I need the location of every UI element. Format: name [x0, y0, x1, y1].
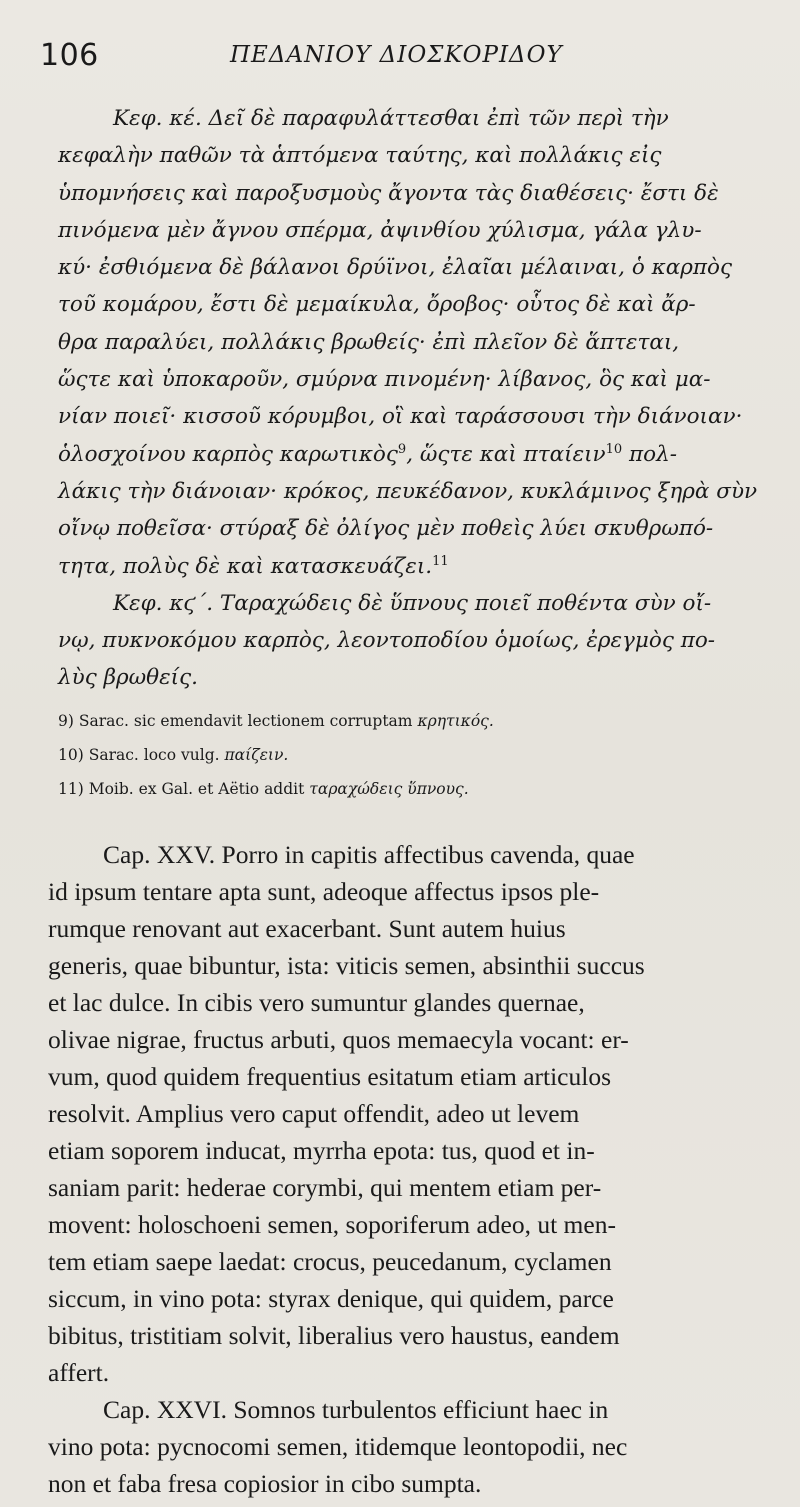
greek-segment: , ὥςτε καὶ πταίειν: [406, 441, 606, 467]
greek-text-block: [58, 100, 768, 697]
latin-line: etiam soporem inducat, myrrha epota: tus, quod et in-: [48, 1136, 595, 1165]
footnote-marker: 9: [397, 441, 407, 457]
latin-line: id ipsum tentare apta sunt, adeoque affectus ipsos ple-: [48, 877, 600, 906]
footnote-number: 9): [58, 712, 74, 730]
footnote: [58, 772, 758, 806]
latin-line: vino pota: pycnocomi semen, itidemque leontopodii, nec: [48, 1432, 628, 1461]
greek-line: οἴνῳ ποθεῖσα· στύραξ δὲ ὀλίγος μὲν ποθεὶς λύει σκυθρωπό-: [58, 516, 714, 542]
latin-line: affert.: [48, 1358, 110, 1387]
footnote-marker: 11: [432, 553, 449, 569]
greek-line: τοῦ κομάρου, ἔστι δὲ μεμαίκυλα, ὄροβος· οὗτος δὲ καὶ ἄρ-: [58, 292, 696, 318]
latin-line: tem etiam saepe laedat: crocus, peucedanum, cyclamen: [48, 1247, 612, 1276]
greek-line: θρα παραλύει, πολλάκις βρωθείς· ἐπὶ πλεῖον δὲ ἅπτεται,: [58, 329, 680, 355]
latin-line: generis, quae bibuntur, ista: viticis semen, absinthii succus: [48, 951, 645, 980]
greek-line: κύ· ἐσθιόμενα δὲ βάλανοι δρύϊνοι, ἐλαῖαι μέλαιναι, ὁ καρπὸς: [58, 255, 733, 281]
latin-line: vum, quod quidem frequentius esitatum etiam articulos: [48, 1062, 612, 1091]
greek-line: ὑπομνήσεις καὶ παροξυσμοὺς ἄγοντα τὰς διαθέσεις· ἔστι δὲ: [58, 180, 719, 206]
greek-line: ὥςτε καὶ ὑποκαροῦν, σμύρνα πινομένη· λίβανος, ὃς καὶ μα-: [58, 367, 711, 393]
greek-line: πινόμενα μὲν ἄγνου σπέρμα, ἀψινθίου χύλισμα, γάλα γλυ-: [58, 217, 702, 243]
latin-text-block: [48, 836, 768, 1502]
latin-line: siccum, in vino pota: styrax denique, qui quidem, parce: [48, 1284, 614, 1313]
latin-line: saniam parit: hederae corymbi, qui mentem etiam per-: [48, 1173, 602, 1202]
greek-line: [58, 436, 768, 473]
footnote-text: Moib. ex Gal. et Aëtio addit: [88, 780, 305, 798]
footnote: [58, 738, 758, 772]
latin-line: olivae nigrae, fructus arbuti, quos memaecyla vocant: er-: [48, 1025, 629, 1054]
greek-line: κεφαλὴν παθῶν τὰ ἁπτόμενα ταύτης, καὶ πολλάκις εἰς: [58, 143, 662, 169]
footnote-number: 10): [58, 746, 84, 764]
greek-line: Κεφ. κϛ΄. Ταραχώδεις δὲ ὕπνους ποιεῖ ποθέντα σὺν οἴ-: [113, 590, 712, 616]
page-number: 106: [40, 38, 99, 73]
latin-line: et lac dulce. In cibis vero sumuntur glandes quernae,: [48, 988, 585, 1017]
footnote-greek: παίζειν.: [224, 746, 289, 764]
footnotes: [58, 704, 758, 806]
page-header: [40, 38, 760, 88]
footnote-greek: κρητικός.: [417, 712, 494, 730]
running-head: ΠΕΔΑΝΙΟΥ ΔΙΟΣΚΟΡΙΔΟΥ: [230, 42, 563, 68]
footnote-number: 11): [58, 780, 84, 798]
footnote-text: Sarac. sic emendavit lectionem corruptam: [78, 712, 413, 730]
latin-line: resolvit. Amplius vero caput offendit, adeo ut levem: [48, 1099, 580, 1128]
latin-line: Cap. XXVI. Somnos turbulentos efficiunt haec in: [103, 1395, 609, 1424]
footnote-greek: ταραχώδεις ὕπνους.: [309, 780, 469, 798]
footnote-text: Sarac. loco vulg.: [88, 746, 220, 764]
greek-line: Κεφ. κέ. Δεῖ δὲ παραφυλάττεσθαι ἐπὶ τῶν περὶ τὴν: [113, 106, 669, 131]
latin-line: Cap. XXV. Porro in capitis affectibus cavenda, quae: [103, 840, 635, 869]
greek-segment: τητα, πολὺς δὲ καὶ κατασκευάζει.: [58, 553, 433, 579]
greek-line: νῳ, πυκνοκόμου καρπὸς, λεοντοποδίου ὁμοίως, ἐρεγμὸς πο-: [58, 628, 716, 654]
greek-line: λὺς βρωθείς.: [58, 665, 198, 691]
greek-line: [58, 548, 768, 585]
latin-line: non et faba fresa copiosior in cibo sumpta.: [48, 1469, 482, 1498]
footnote-marker: 10: [605, 441, 623, 457]
latin-line: movent: holoschoeni semen, soporiferum adeo, ut men-: [48, 1210, 616, 1239]
greek-segment: ὁλοσχοίνου καρπὸς καρωτικὸς: [58, 441, 398, 467]
latin-line: bibitus, tristitiam solvit, liberalius vero haustus, eandem: [48, 1321, 620, 1350]
footnote: [58, 704, 758, 738]
greek-segment: πολ-: [622, 441, 677, 467]
greek-line: νίαν ποιεῖ· κισσοῦ κόρυμβοι, οἳ καὶ ταράσσουσι τὴν διάνοιαν·: [58, 404, 743, 430]
latin-line: rumque renovant aut exacerbant. Sunt autem huius: [48, 914, 566, 943]
greek-line: λάκις τὴν διάνοιαν· κρόκος, πευκέδανον, κυκλάμινος ξηρὰ σὺν: [58, 478, 758, 504]
